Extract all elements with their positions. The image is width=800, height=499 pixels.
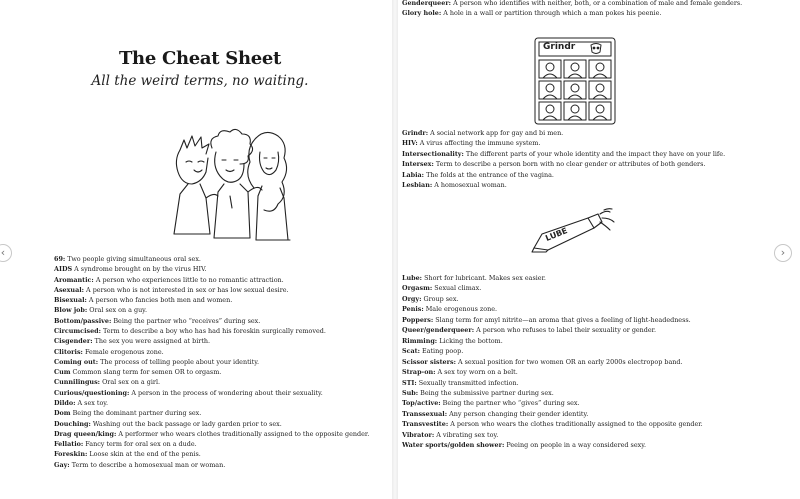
glossary-entry [54,305,369,315]
glossary-definition: A hole in a wall or partition through which a man pokes his peenie. [441,9,662,18]
page-subtitle: All the weird terms, no waiting. [91,73,309,89]
glossary-definition: Term to describe a boy who has had his foreskin surgically removed. [101,326,326,335]
glossary-definition: Any person changing their gender identity. [447,409,589,418]
glossary-entry [54,408,369,418]
glossary-definition: The folds at the entrance of the vagina. [424,170,554,179]
glossary-term: HIV: [402,139,418,148]
glossary-term: Bottom/passive: [54,316,112,325]
glossary-term: Penis: [402,305,424,314]
glossary-definition: Male erogenous zone. [423,305,498,314]
glossary-entry [402,367,703,377]
glossary-entry [54,357,369,367]
glossary-entry [54,449,369,459]
glossary-entry [54,398,369,408]
glossary-entry [402,388,703,398]
glossary-definition: Fancy term for oral sex on a dude. [83,440,197,449]
glossary-definition: Being the partner who “gives” during sex. [440,399,580,408]
glossary-term: Drag queen/king: [54,429,117,438]
glossary-definition: Loose skin at the end of the penis. [87,450,201,459]
glossary-term: Top/active: [402,399,441,408]
glossary-entry [54,367,369,377]
glossary-term: Vibrator: [402,430,435,439]
glossary-term: Douching: [54,419,91,428]
glossary-entry [402,128,725,138]
glossary-definition: Term to describe a person born with no clear gender or attributes of both genders. [433,160,706,169]
glossary-entry [54,377,369,387]
glossary-entry [54,275,369,285]
glossary-term: Bisexual: [54,296,87,305]
glossary-entry [402,138,725,148]
glossary-definition: A person who fancies both men and women. [86,296,233,305]
glossary-entry [402,149,725,159]
glossary-term: Grindr: [402,129,429,137]
glossary-term: Curious/questioning: [54,388,130,397]
next-page-button[interactable] [774,244,792,262]
glossary-list-right-middle [402,128,725,191]
glossary-definition: Group sex. [421,294,459,303]
glossary-entry [54,419,369,429]
glossary-term: Labia: [402,170,425,179]
glossary-definition: Being the partner who “receives” during sex. [111,316,261,325]
glossary-term: Lube: [402,274,423,282]
glossary-entry [54,429,369,439]
glossary-term: Scissor sisters: [402,357,456,366]
glossary-definition: A person who identifies with neither, both, or a combination of male and female genders. [451,0,743,7]
glossary-entry [402,440,703,450]
glossary-definition: Eating poop. [419,347,464,356]
glossary-definition: Common slang term for semen OR to orgasm. [70,368,222,377]
glossary-definition: A social network app for gay and bi men. [428,129,564,137]
glossary-definition: A person who wears the clothes traditionally assigned to the opposite gender. [448,420,703,429]
glossary-entry [402,430,703,440]
glossary-term: AIDS [54,265,73,274]
glossary-entry [402,170,725,180]
glossary-list-right-bottom [402,273,703,451]
glossary-entry [402,273,703,283]
glossary-definition: A sexual position for two women OR an early 2000s electropop band. [455,357,683,366]
glossary-entry [402,357,703,367]
glossary-entry [54,460,369,470]
glossary-entry [54,388,369,398]
glossary-definition: Term to describe a homosexual man or woman. [69,460,226,469]
glossary-term: Genderqueer: [402,0,452,7]
glossary-entry [402,159,725,169]
chevron-left-icon: ‹ [0,246,6,259]
glossary-term: Transsexual: [402,409,448,418]
grindr-mask-icon [591,44,601,54]
previous-page-button[interactable] [0,244,12,262]
glossary-entry [402,336,703,346]
glossary-definition: Washing out the back passage or lady garden prior to sex. [90,419,282,428]
glossary-term: Glory hole: [402,9,442,18]
glossary-definition: Sexual climax. [432,284,482,293]
glossary-term: Blow job: [54,306,88,315]
glossary-term: Scat: [402,347,420,356]
glossary-entry [402,294,703,304]
glossary-term: Cum [54,368,71,377]
glossary-entry [54,254,369,264]
glossary-entry [402,398,703,408]
glossary-entry [402,419,703,429]
glossary-entry [402,325,703,335]
glossary-entry [402,8,742,18]
glossary-list-right-top [402,0,742,19]
glossary-term: Orgy: [402,294,422,303]
glossary-definition: A homosexual woman. [432,181,507,190]
glossary-term: Dildo: [54,398,76,407]
glossary-entry [402,315,703,325]
glossary-definition: Female erogenous zone. [82,347,164,356]
glossary-entry [402,180,725,190]
glossary-definition: A person who refuses to label their sexuality or gender. [474,326,657,335]
glossary-definition: Licking the bottom. [437,336,503,345]
glossary-definition: The process of telling people about your identity. [98,357,260,366]
glossary-term: Dom [54,409,71,418]
lube-label-text: LUBE [544,226,569,243]
glossary-term: Strap-on: [402,368,436,377]
glossary-definition: A sex toy. [75,398,109,407]
glossary-term: Fellatio: [54,440,84,449]
glossary-definition: Being the submissive partner during sex. [418,388,554,397]
glossary-term: STI: [402,378,417,387]
glossary-term: Asexual: [54,285,85,294]
glossary-definition: A syndrome brought on by the virus HIV. [72,265,207,274]
glossary-definition: A sex toy worn on a belt. [435,368,518,377]
glossary-list-left [54,254,369,470]
glossary-definition: A person who experiences little to no romantic attraction. [93,275,284,284]
glossary-entry [402,378,703,388]
glossary-definition: The sex you were assigned at birth. [92,337,211,346]
glossary-term: Clitoris: [54,347,83,356]
glossary-term: Cunnilingus: [54,378,101,387]
glossary-entry [54,285,369,295]
glossary-term: 69: [54,255,66,263]
glossary-term: Aromantic: [54,275,94,284]
glossary-term: Orgasm: [402,284,433,293]
glossary-term: Lesbian: [402,181,433,190]
glossary-definition: Oral sex on a girl. [100,378,161,387]
glossary-definition: Oral sex on a guy. [87,306,147,315]
glossary-entry [402,283,703,293]
glossary-definition: Peeing on people in a way considered sexy. [504,441,646,450]
glossary-term: Water sports/golden shower: [402,441,505,450]
glossary-entry [54,316,369,326]
glossary-entry [402,409,703,419]
glossary-entry [402,0,742,8]
glossary-term: Poppers: [402,315,434,324]
glossary-term: Circumcised: [54,326,101,335]
grindr-logo-text: Grindr [543,42,576,52]
glossary-entry [54,326,369,336]
glossary-term: Intersectionality: [402,149,464,158]
glossary-term: Cisgender: [54,337,93,346]
glossary-definition: A person who is not interested in sex or has low sexual desire. [84,285,289,294]
glossary-term: Coming out: [54,357,99,366]
glossary-definition: A performer who wears clothes traditionally assigned to the opposite gender. [116,429,370,438]
glossary-term: Intersex: [402,160,434,169]
glossary-entry [54,336,369,346]
glossary-entry [402,346,703,356]
glossary-definition: Sexually transmitted infection. [416,378,519,387]
lube-tube-illustration [528,208,620,266]
glossary-definition: Being the dominant partner during sex. [70,409,202,418]
glossary-definition: Slang term for amyl nitrite—an aroma that gives a feeling of light-headedness. [433,315,691,324]
three-friends-illustration [150,118,300,250]
glossary-definition: Two people giving simultaneous oral sex. [65,255,201,263]
chevron-right-icon: › [780,246,786,259]
glossary-entry [54,295,369,305]
glossary-definition: The different parts of your whole identity and the impact they have on your life. [463,149,726,158]
glossary-term: Rimming: [402,336,438,345]
glossary-definition: Short for lubricant. Makes sex easier. [422,274,546,282]
glossary-term: Sub: [402,388,419,397]
glossary-term: Queer/genderqueer: [402,326,475,335]
glossary-entry [54,439,369,449]
glossary-entry [54,264,369,274]
glossary-entry [54,347,369,357]
glossary-definition: A virus affecting the immune system. [417,139,541,148]
glossary-term: Foreskin: [54,450,88,459]
glossary-entry [402,304,703,314]
glossary-definition: A person in the process of wondering about their sexuality. [129,388,323,397]
page-title: The Cheat Sheet [118,48,282,69]
glossary-term: Transvestite: [402,420,449,429]
glossary-term: Gay: [54,460,70,469]
glossary-definition: A vibrating sex toy. [434,430,499,439]
